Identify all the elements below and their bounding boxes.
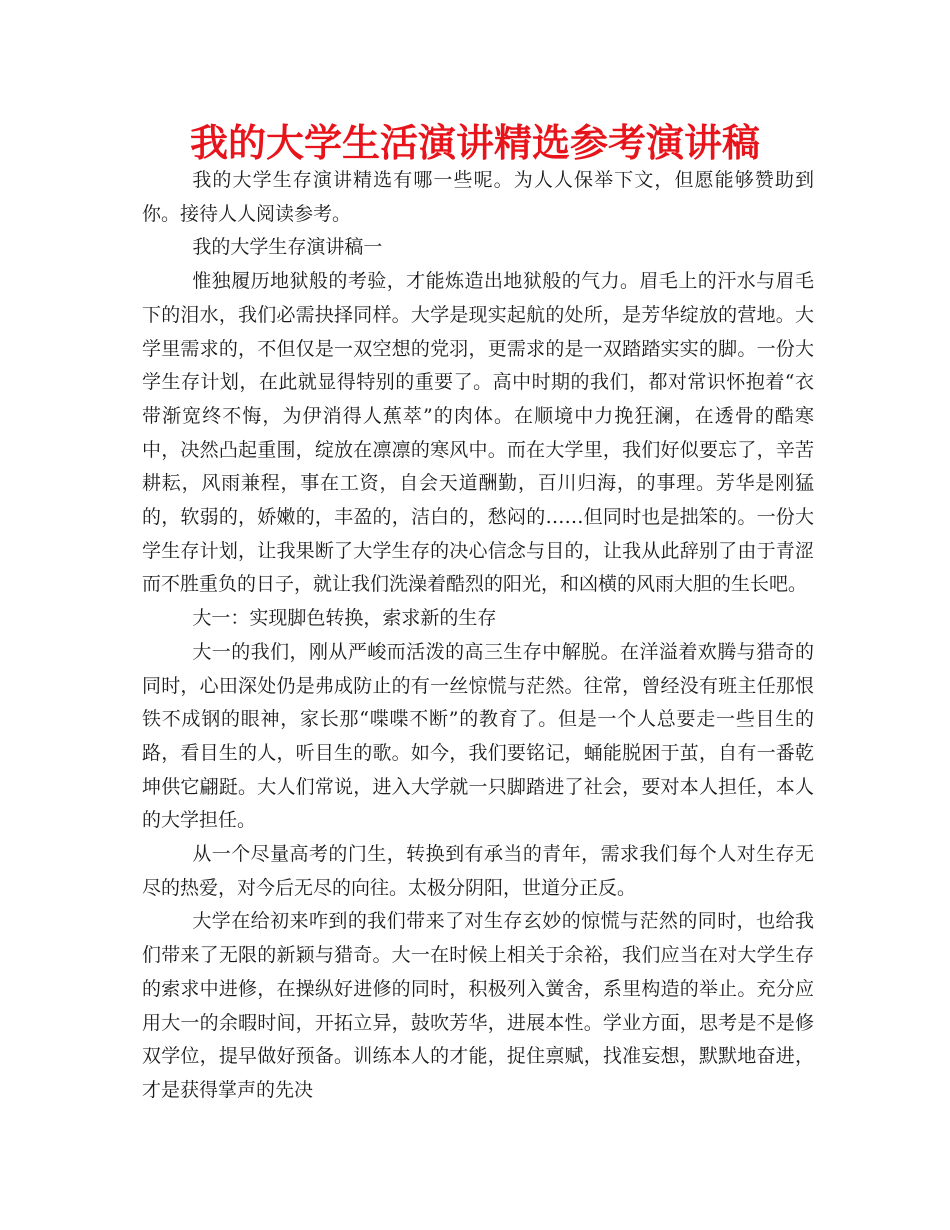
section-heading-speech-one: 我的大学生存演讲稿一 [192, 236, 383, 259]
document-body [142, 164, 814, 1108]
section-heading-freshman: 大一：实现脚色转换，索求新的生存 [192, 607, 497, 630]
document-title: 我的大学生活演讲精选参考演讲稿 [189, 121, 760, 165]
body-paragraph: 惟独履历地狱般的考验，才能炼造出地狱般的气力。眉毛上的汗水与眉毛下的泪水，我们必需抉择同样。大学是现实起航的处所，是芳华绽放的营地。大学里需求的，不但仅是一双空想的党羽，更需求的是一双踏踏实实的脚。一份大学生存计划，在此就显得特别的重要了。高中时期的我们，都对常识怀抱着“衣带渐宽终不悔，为伊消得人蕉萃”的肉体。在顺境中力挽狂澜，在透骨的酷寒中，决然凸起重围，绽放在凛凛的寒风中。而在大学里，我们好似要忘了，辛苦耕耘，风雨兼程，事在工资，自会天道酬勤，百川归海，的事理。芳华是刚猛的，软弱的，娇嫩的，丰盈的，洁白的，愁闷的……但同时也是拙笨的。一份大学生存计划，让我果断了大学生存的决心信念与目的，让我从此辞别了由于青涩而不胜重负的日子，就让我们洗澡着酷烈的阳光，和凶横的风雨大胆的生长吧。 [142, 270, 814, 596]
body-paragraph: 从一个尽量高考的门生，转换到有承当的青年，需求我们每个人对生存无尽的热爱，对今后无尽的向往。太极分阴阳，世道分正反。 [142, 843, 814, 899]
body-paragraph: 大学在给初来咋到的我们带来了对生存玄妙的惊慌与茫然的同时，也给我们带来了无限的新颖与猎奇。大一在时候上相关于余裕，我们应当在对大学生存的索求中进修，在操纵好进修的同时，积极列入黉舍，系里构造的举止。充分应用大一的余暇时间，开拓立异，鼓吹芳华，进展本性。学业方面，思考是不是修双学位，提早做好预备。训练本人的才能，捉住禀赋，找准妄想，默默地奋进，才是获得掌声的先决 [142, 910, 814, 1101]
body-paragraph: 大一的我们，刚从严峻而活泼的高三生存中解脱。在洋溢着欢腾与猎奇的同时，心田深处仍是弗成防止的有一丝惊慌与茫然。往常，曾经没有班主任那恨铁不成钢的眼神，家长那“喋喋不断”的教育了。但是一个人总要走一些目生的路，看目生的人，听目生的歌。如今，我们要铭记，蛹能脱困于茧，自有一番乾坤供它翩跹。大人们常说，进入大学就一只脚踏进了社会，要对本人担任，本人的大学担任。 [142, 640, 814, 832]
intro-paragraph: 我的大学生存演讲精选有哪一些呢。为人人保举下文，但愿能够赞助到你。接待人人阅读参考。 [142, 169, 814, 225]
